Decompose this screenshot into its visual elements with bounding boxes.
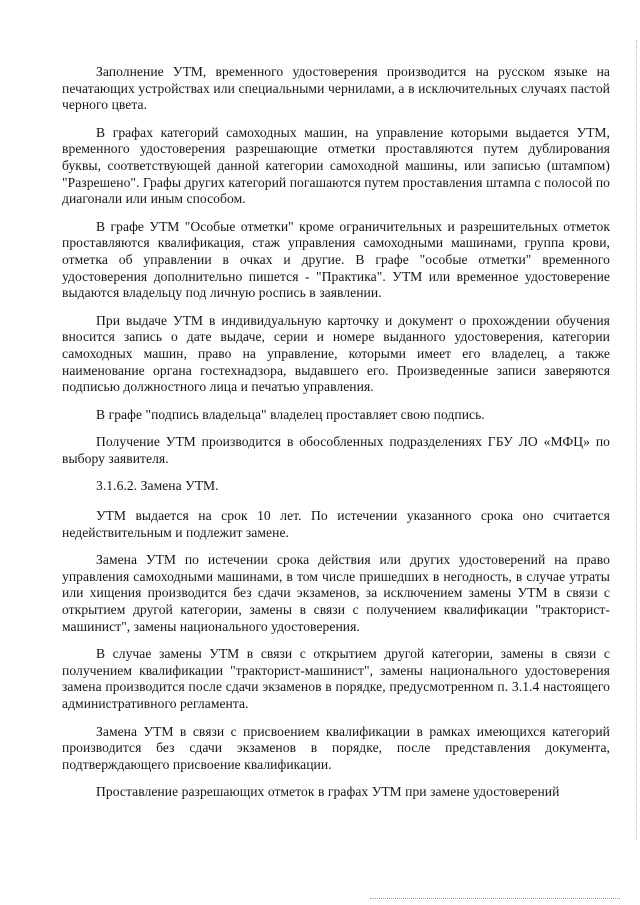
paragraph-replacement-without-exams: Замена УТМ по истечении срока действия или других удостоверений на право управления самоходными машинами, в том числе пришедших в негодность, в случае утраты или хищения производится без сдачи экзаменов, за исключением замены УТМ в связи с открытием другой категории, замены в связи с получением квалификации "тракторист-машинист", замены национального удостоверения. (62, 552, 610, 634)
paragraph-qualification-replacement: Замена УТМ в связи с присвоением квалификации в рамках имеющихся категорий производится без сдачи экзаменов в порядке, после представления документа, подтверждающего присвоение квалификации. (62, 723, 610, 772)
paragraph-replacement-with-exams: В случае замены УТМ в связи с открытием другой категории, замены в связи с получением квалификации "тракторист-машинист", замены национального удостоверения замена производится после сдачи экзаменов в порядке, предусмотренном п. 3.1.4 настоящего административного регламента. (62, 646, 610, 711)
section-heading-replacement: 3.1.6.2. Замена УТМ. (96, 478, 219, 494)
paragraph-filling-rules: Заполнение УТМ, временного удостоверения производится на русском языке на печатающих устройствах или специальными чернилами, а в исключительных случаях пастой черного цвета. (62, 64, 610, 113)
paragraph-special-marks: В графе УТМ "Особые отметки" кроме ограничительных и разрешительных отметок проставляются квалификация, стаж управления самоходными машинами, группа крови, отметка об управлении в очках и другие. В графе "особые отметки" временного удостоверения дополнительно пишется - "Практика". УТМ или временное удостоверение выдаются владельцу под личную роспись в заявлении. (62, 218, 610, 301)
document-page (62, 64, 610, 812)
paragraph-category-marks: В графах категорий самоходных машин, на управление которыми выдается УТМ, временного удостоверения разрешающие отметки проставляются путем дублирования буквы, соответствующей данной категории самоходной машины, или записью (штампом) "Разрешено". Графы других категорий погашаются путем проставления штампа с полосой по диагонали или иным способом. (62, 124, 610, 207)
paragraph-owner-signature: В графе "подпись владельца" владелец проставляет свою подпись. (96, 406, 485, 422)
scan-edge-bottom (370, 898, 620, 899)
paragraph-validity-term: УТМ выдается на срок 10 лет. По истечении указанного срока оно считается недействительным и подлежит замене. (62, 508, 610, 540)
scan-edge-right (636, 40, 637, 840)
paragraph-receipt: Получение УТМ производится в обособленных подразделениях ГБУ ЛО «МФЦ» по выбору заявителя. (62, 434, 610, 466)
paragraph-issuance-records: При выдаче УТМ в индивидуальную карточку и документ о прохождении обучения вносится запись о дате выдаче, серии и номере выданного удостоверения, категории самоходных машин, право на управление, которыми имеет его владелец, а также наименование органа гостехнадзора, выдавшего его. Произведенные записи заверяются подписью должностного лица и печатью управления. (62, 312, 610, 395)
paragraph-marks-on-replacement: Проставление разрешающих отметок в графах УТМ при замене удостоверений (96, 784, 560, 800)
